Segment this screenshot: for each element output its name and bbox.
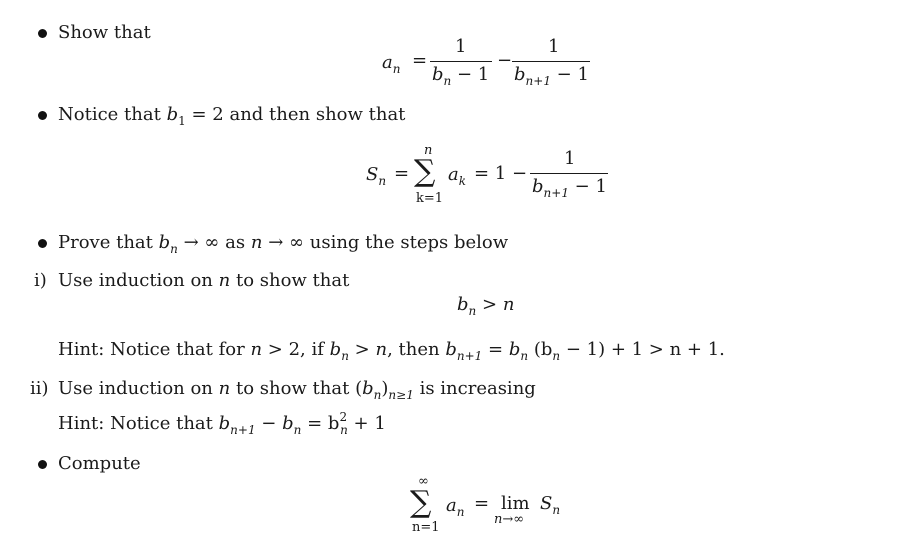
eq2-sum-top: n	[424, 143, 433, 158]
eq1-frac1-num: 1	[455, 36, 467, 57]
eq1-frac2-num: 1	[548, 36, 560, 57]
eq2-sigma: ∑	[414, 154, 436, 189]
step-ii-label: ii)	[30, 378, 49, 399]
eq2-frac-den: $b_{n+1} - 1$	[532, 176, 607, 200]
eq3-sigma: ∑	[410, 485, 432, 520]
eq3-equals: =	[474, 493, 490, 514]
eq3-sn: $S_n$	[540, 493, 561, 517]
step-ii-text: Use induction on n to show that $(b_n)_{n\ge 1}$ is increasing	[58, 378, 536, 402]
eq1-lhs: $a_n$	[382, 52, 401, 76]
compute-text: Compute	[58, 453, 141, 474]
eq2-ak: $a_k$	[448, 164, 467, 188]
step-i-label: i)	[34, 270, 47, 291]
eq3-sum-bottom: n=1	[412, 520, 440, 535]
eq2-equals: =	[394, 163, 410, 184]
eq2-sum-bottom: k=1	[416, 191, 444, 206]
bullet-2	[38, 111, 47, 120]
eq3-lim-sub: n→∞	[494, 512, 525, 527]
eq1-frac2-bar	[512, 61, 590, 62]
bullet-3	[38, 239, 47, 248]
bullet-4	[38, 460, 47, 469]
bn-gt-n: $b_n > n$	[457, 294, 515, 318]
eq3-lim: lim	[501, 493, 530, 514]
hint-2: Hint: Notice that $b_{n+1} - b_n = b^2_n + 1$	[58, 410, 386, 437]
eq1-frac1-bar	[430, 61, 492, 62]
show-that-text: Show that	[58, 22, 151, 43]
eq1-equals: =	[412, 50, 428, 71]
step-i-text: Use induction on n to show that	[58, 270, 350, 291]
eq2-frac-num: 1	[564, 148, 576, 169]
eq1-frac1-den: $b_n - 1$	[432, 64, 490, 88]
eq3-an: $a_n$	[446, 495, 465, 519]
eq1-minus: −	[497, 50, 513, 71]
hint-1: Hint: Notice that for n > 2, if $b_n > n$, then $b_{n+1} = b_n$ $(b_n - 1) + 1 > n + 1$.	[58, 339, 725, 363]
eq2-one-minus: = 1 −	[474, 163, 528, 184]
eq3-sum-top: ∞	[418, 474, 429, 489]
eq2-lhs: $S_n$	[366, 164, 387, 188]
notice-line: Notice that $b_1 = 2$ and then show that	[58, 104, 406, 128]
eq1-frac2-den: $b_{n+1} - 1$	[514, 64, 589, 88]
eq2-frac-bar	[530, 173, 608, 174]
prove-line: Prove that $b_n$ → ∞ as n → ∞ using the steps below	[58, 232, 509, 256]
bullet-1	[38, 29, 47, 38]
